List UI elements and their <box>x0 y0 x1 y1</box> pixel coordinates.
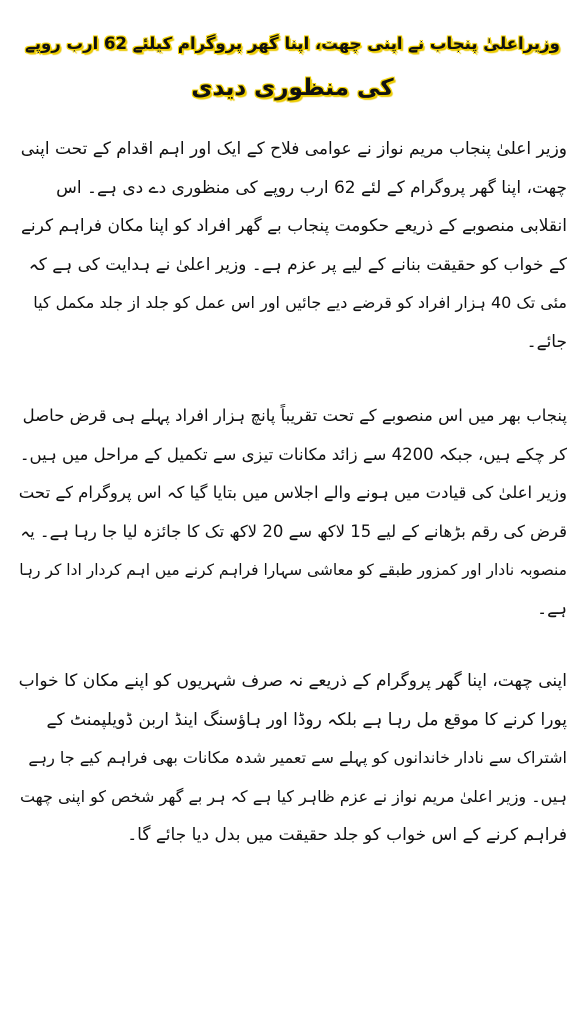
paragraph-line: انقلابی منصوبے کے ذریعے حکومت پنجاب بے گھر افراد کو اپنا مکان فراہم کرنے <box>20 216 567 236</box>
paragraph-line: اپنی چھت، اپنا گھر پروگرام کے ذریعے نہ صرف شہریوں کو اپنے مکان کا خواب <box>18 671 567 691</box>
paragraph-line: منصوبہ نادار اور کمزور طبقے کو معاشی سہارا فراہم کرنے میں اہم کردار ادا کر رہا <box>19 561 567 579</box>
paragraph-line: کے خواب کو حقیقت بنانے کے لیے پر عزم ہے۔ وزیر اعلیٰ نے ہدایت کی ہے کہ <box>28 254 567 275</box>
paragraph-line: پنجاب بھر میں اس منصوبے کے تحت تقریباً پانچ ہزار افراد پہلے ہی قرض حاصل <box>22 406 567 425</box>
paragraph-line: چھت، اپنا گھر پروگرام کے لئے 62 ارب روپے کی منظوری دے دی ہے۔ اس <box>56 177 567 198</box>
headline-line-1: وزیراعلیٰ پنجاب نے اپنی چھت، اپنا گھر پروگرام کیلئے 62 ارب روپے <box>25 34 560 53</box>
article-paragraph-3 <box>18 662 567 855</box>
paragraph-line: ہیں۔ وزیر اعلیٰ مریم نواز نے عزم ظاہر کیا ہے کہ ہر بے گھر شخص کو اپنی چھت <box>19 786 567 806</box>
paragraph-line: پورا کرنے کا موقع مل رہا ہے بلکہ روڈا اور ہاؤسنگ اینڈ اربن ڈویلپمنٹ کے <box>46 709 567 730</box>
paragraph-line: وزیر اعلیٰ کی قیادت میں ہونے والے اجلاس میں بتایا گیا کہ اس پروگرام کے تحت <box>18 483 567 502</box>
paragraph-line: ہے۔ <box>537 598 567 619</box>
article-paragraph-2 <box>18 397 567 628</box>
paragraph-line: قرض کی رقم بڑھانے کے لیے 15 لاکھ سے 20 لاکھ تک کا جائزہ لیا جا رہا ہے۔ یہ <box>20 521 567 541</box>
article-paragraph-1 <box>18 130 567 361</box>
paragraph-line: جائے۔ <box>526 331 567 352</box>
paragraph-line: کر چکے ہیں، جبکہ 4200 سے زائد مکانات تیزی سے تکمیل کے مراحل میں ہیں۔ <box>19 444 567 464</box>
article-headline <box>18 22 567 110</box>
headline-line-2: کی منظوری دیدی <box>191 75 394 101</box>
paragraph-line: وزیر اعلیٰ پنجاب مریم نواز نے عوامی فلاح کے ایک اور اہم اقدام کے تحت اپنی <box>20 139 567 159</box>
paragraph-line: اشتراک سے نادار خاندانوں کو پہلے سے تعمیر شدہ مکانات بھی فراہم کیے جا رہے <box>28 748 567 767</box>
paragraph-line: مئی تک 40 ہزار افراد کو قرضے دیے جائیں اور اس عمل کو جلد از جلد مکمل کیا <box>33 293 567 312</box>
paragraph-line: فراہم کرنے کے اس خواب کو جلد حقیقت میں بدل دیا جائے گا۔ <box>127 825 567 845</box>
